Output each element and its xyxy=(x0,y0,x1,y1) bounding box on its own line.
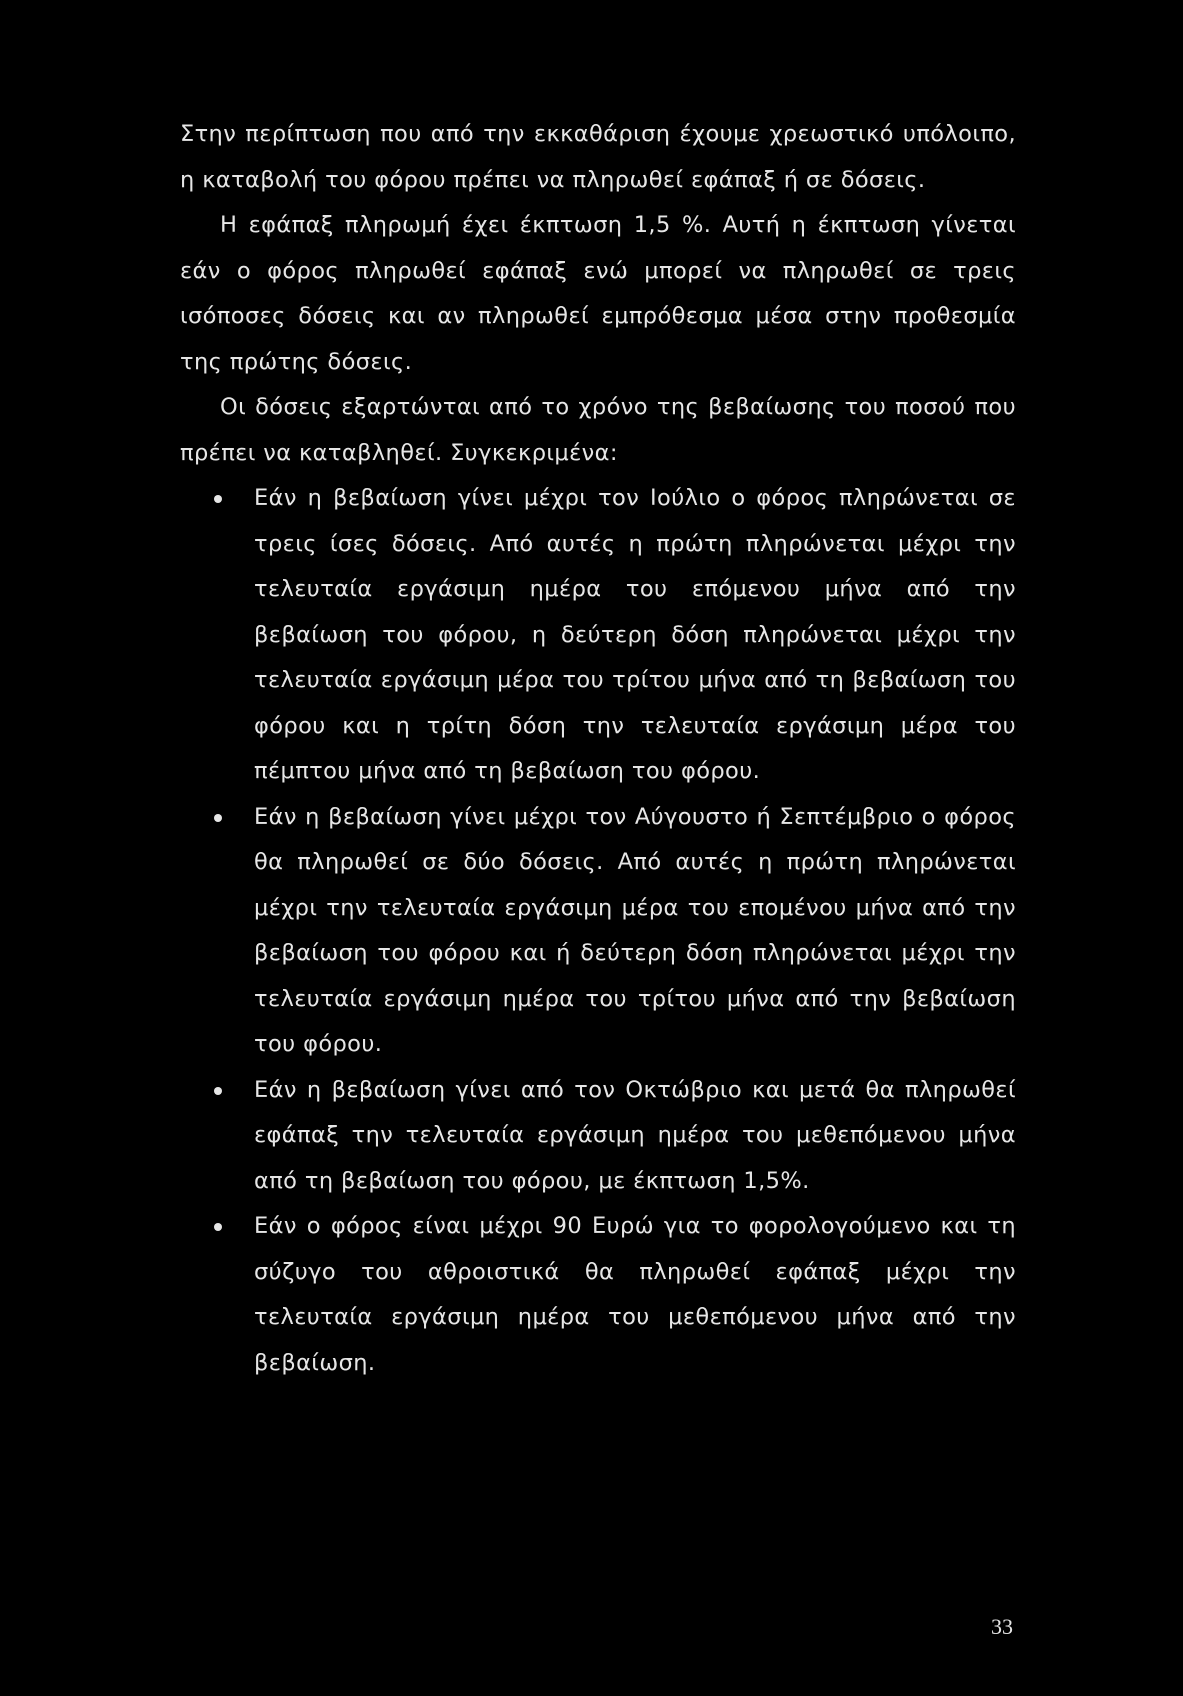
bullet-list xyxy=(180,476,1016,1386)
list-item-text: Εάν η βεβαίωση γίνει μέχρι τον Αύγουστο ή Σεπτέμβριο ο φόρος θα πληρωθεί σε δύο δόσεις. Από αυτές η πρώτη πληρώνεται μέχρι την τελευταία εργάσιμη μέρα του επομένου μήνα από την βεβαίωση του φόρου και ή δεύτερη δόση πληρώνεται μέχρι την τελευταία εργάσιμη ημέρα του τρίτου μήνα από την βεβαίωση του φόρου. xyxy=(254,803,1016,1057)
bullet-icon xyxy=(214,1087,222,1095)
bullet-icon xyxy=(214,495,222,503)
list-item xyxy=(180,795,1016,1068)
list-item xyxy=(180,1068,1016,1205)
page-number: 33 xyxy=(991,1614,1013,1639)
list-item xyxy=(180,1204,1016,1386)
bullet-icon xyxy=(214,1223,222,1231)
paragraph-1: Στην περίπτωση που από την εκκαθάριση έχουμε χρεωστικό υπόλοιπο, η καταβολή του φόρου πρέπει να πληρωθεί εφάπαξ ή σε δόσεις. xyxy=(180,121,1016,193)
list-item xyxy=(180,476,1016,795)
bullet-icon xyxy=(214,814,222,822)
paragraph-2: Η εφάπαξ πληρωμή έχει έκπτωση 1,5 %. Αυτή η έκπτωση γίνεται εάν ο φόρος πληρωθεί εφάπαξ ενώ μπορεί να πληρωθεί σε τρεις ισόποσες δόσεις και αν πληρωθεί εμπρόθεσμα μέσα στην προθεσμία της πρώτης δόσεις. xyxy=(180,212,1016,375)
list-item-text: Εάν ο φόρος είναι μέχρι 90 Ευρώ για το φορολογούμενο και τη σύζυγο του αθροιστικά θα πληρωθεί εφάπαξ μέχρι την τελευταία εργάσιμη ημέρα του μεθεπόμενου μήνα από την βεβαίωση. xyxy=(254,1213,1016,1376)
list-item-text: Εάν η βεβαίωση γίνει μέχρι τον Ιούλιο ο φόρος πληρώνεται σε τρεις ίσες δόσεις. Από αυτές η πρώτη πληρώνεται μέχρι την τελευταία εργάσιμη ημέρα του επόμενου μήνα από την βεβαίωση του φόρου, η δεύτερη δόση πληρώνεται μέχρι την τελευταία εργάσιμη μέρα του τρίτου μήνα από τη βεβαίωση του φόρου και η τρίτη δόση την τελευταία εργάσιμη μέρα του πέμπτου μήνα από τη βεβαίωση του φόρου. xyxy=(254,485,1016,784)
text-body xyxy=(180,112,1016,1386)
list-item-text: Εάν η βεβαίωση γίνει από τον Οκτώβριο και μετά θα πληρωθεί εφάπαξ την τελευταία εργάσιμη ημέρα του μεθεπόμενου μήνα από τη βεβαίωση του φόρου, με έκπτωση 1,5%. xyxy=(254,1076,1016,1194)
paragraph-3: Οι δόσεις εξαρτώνται από το χρόνο της βεβαίωσης του ποσού που πρέπει να καταβληθεί. Συγκεκριμένα: xyxy=(180,394,1016,466)
